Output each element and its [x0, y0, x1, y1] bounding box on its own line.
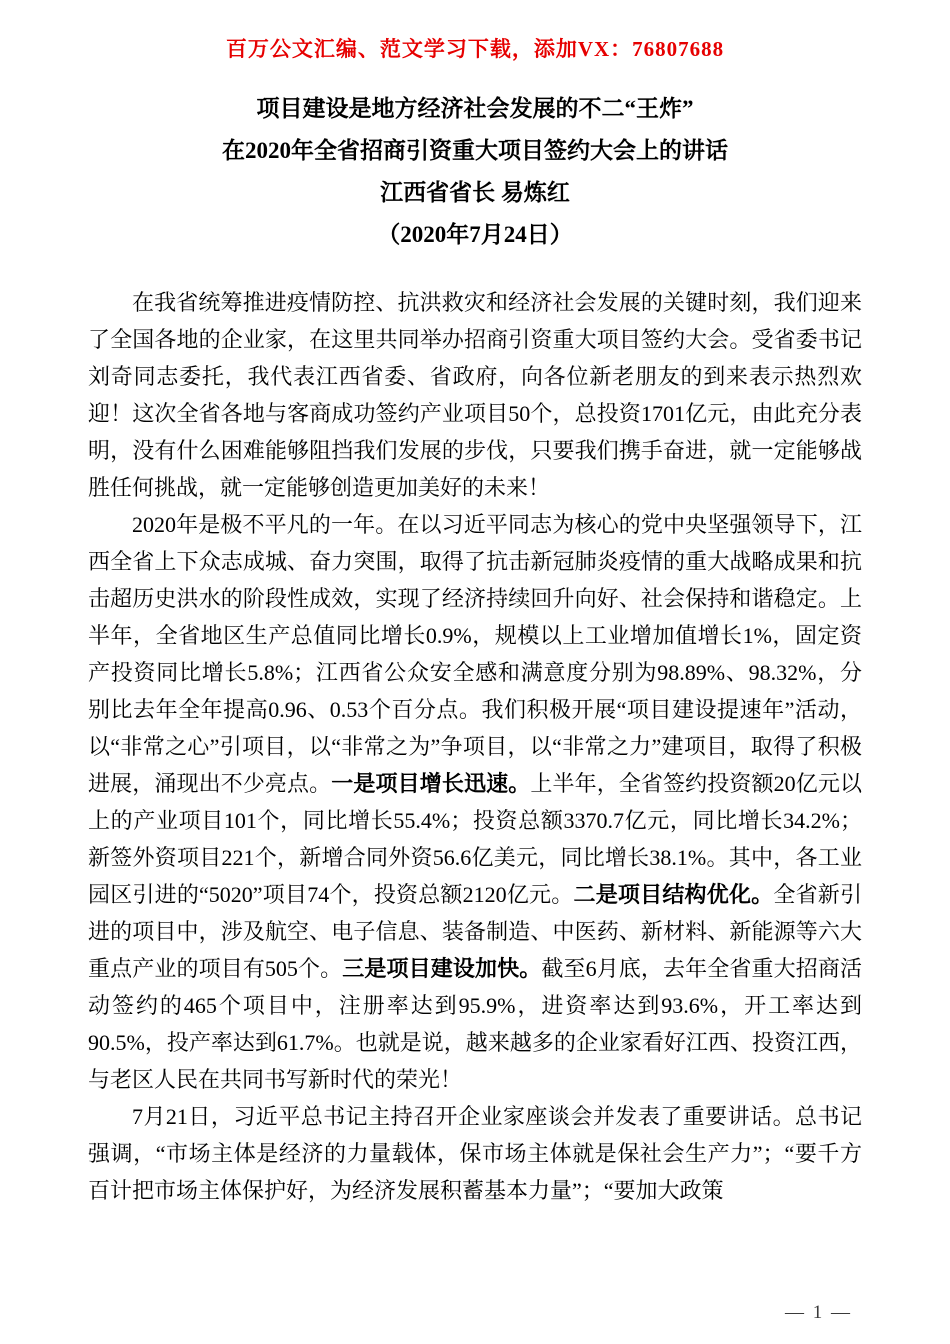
bold-text-run: 一是项目增长迅速。	[331, 771, 531, 796]
document-body	[88, 284, 862, 1209]
document-subtitle: 在2020年全省招商引资重大项目签约大会上的讲话	[222, 138, 728, 163]
bold-text-run: 三是项目建设加快。	[342, 956, 542, 981]
text-run: 全省新引进的项目中，涉及航空、电子信息、装备制造、中医药、新材料、新能源等六大重点产业的项目有505个。	[88, 882, 862, 981]
paragraph	[88, 506, 862, 1098]
paragraph	[88, 284, 862, 506]
header-promo: 百万公文汇编、范文学习下载，添加VX：76807688	[225, 37, 725, 61]
text-run: 7月21日，习近平总书记主持召开企业家座谈会并发表了重要讲话。总书记强调，“市场主体是经济的力量载体，保市场主体就是保社会生产力”；“要千方百计把市场主体保护好，为经济发展积蓄基本力量”；“要加大政策	[88, 1104, 862, 1203]
text-run: 截至6月底，去年全省重大招商活动签约的465个项目中，注册率达到95.9%，进资率达到93.6%，开工率达到90.5%，投产率达到61.7%。也就是说，越来越多的企业家看好江西、投资江西，与老区人民在共同书写新时代的荣光！	[88, 956, 862, 1092]
document-date: （2020年7月24日）	[377, 222, 573, 247]
text-run: 在我省统筹推进疫情防控、抗洪救灾和经济社会发展的关键时刻，我们迎来了全国各地的企业家，在这里共同举办招商引资重大项目签约大会。受省委书记刘奇同志委托，我代表江西省委、省政府，向各位新老朋友的到来表示热烈欢迎！这次全省各地与客商成功签约产业项目50个，总投资1701亿元，由此充分表明，没有什么困难能够阻挡我们发展的步伐，只要我们携手奋进，就一定能够战胜任何挑战，就一定能够创造更加美好的未来！	[88, 290, 862, 500]
bold-text-run: 二是项目结构优化。	[573, 882, 774, 907]
text-run: 2020年是极不平凡的一年。在以习近平同志为核心的党中央坚强领导下，江西全省上下众志成城、奋力突围，取得了抗击新冠肺炎疫情的重大战略成果和抗击超历史洪水的阶段性成效，实现了经济持续回升向好、社会保持和谐稳定。上半年，全省地区生产总值同比增长0.9%，规模以上工业增加值增长1%，固定资产投资同比增长5.8%；江西省公众安全感和满意度分别为98.89%、98.32%，分别比去年全年提高0.96、0.53个百分点。我们积极开展“项目建设提速年”活动，以“非常之心”引项目，以“非常之为”争项目，以“非常之力”建项目，取得了积极进展，涌现出不少亮点。	[88, 512, 862, 796]
document-author: 江西省省长 易炼红	[380, 180, 570, 205]
title-block	[88, 88, 862, 256]
paragraph	[88, 1098, 862, 1209]
page-number: — 1 —	[785, 1302, 852, 1323]
text-run: 上半年，全省签约投资额20亿元以上的产业项目101个，同比增长55.4%；投资总额3370.7亿元，同比增长34.2%；新签外资项目221个，新增合同外资56.6亿美元，同比增长38.1%。其中，各工业园区引进的“5020”项目74个，投资总额2120亿元。	[88, 771, 862, 907]
document-title: 项目建设是地方经济社会发展的不二“王炸”	[256, 96, 694, 121]
